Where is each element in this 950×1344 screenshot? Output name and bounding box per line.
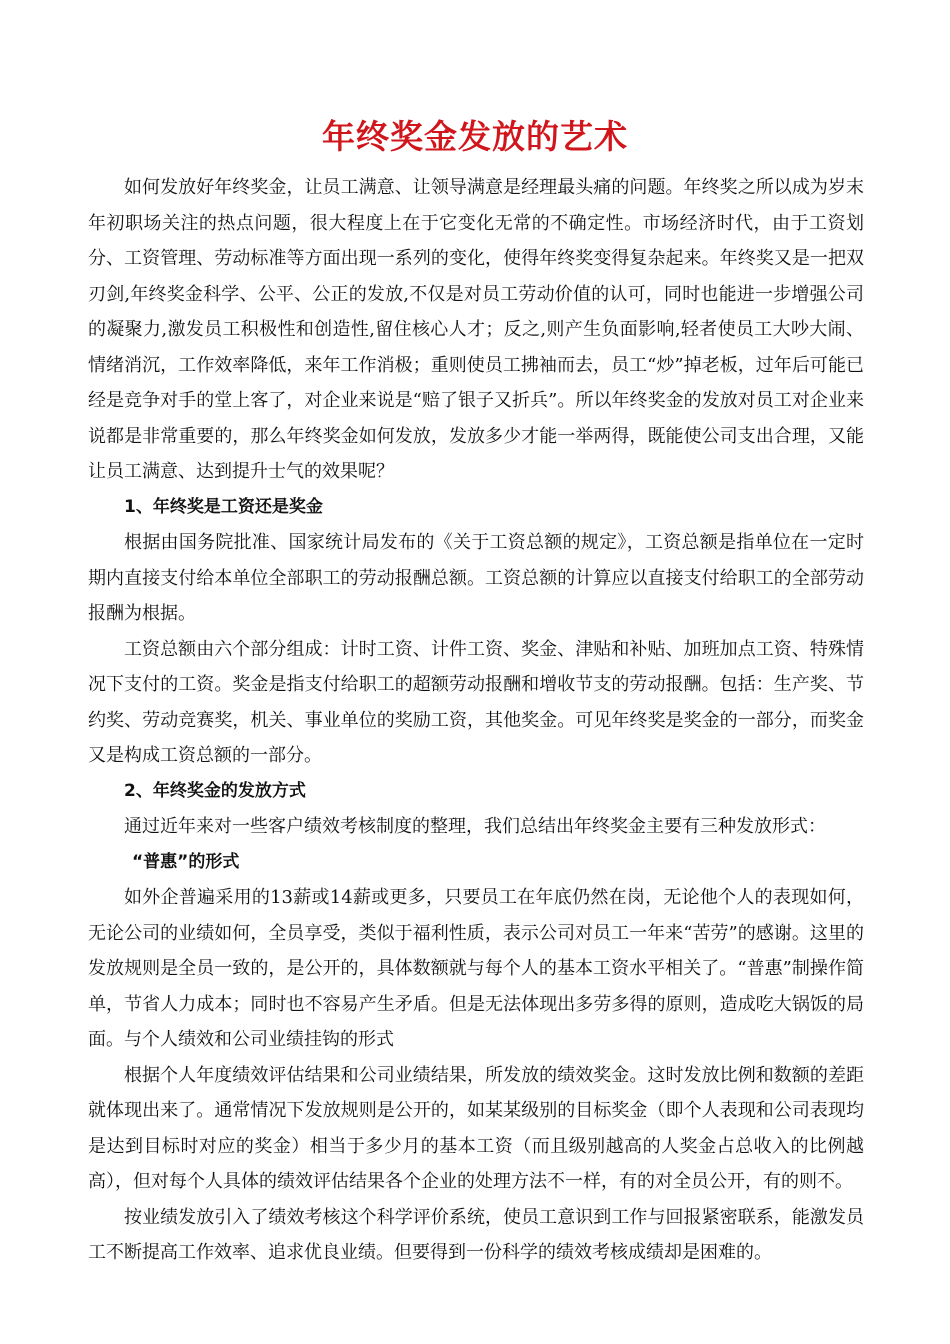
section-heading-1: 1、年终奖是工资还是奖金 xyxy=(124,496,323,517)
subsection-heading: “普惠”的形式 xyxy=(132,851,240,872)
section-heading-2: 2、年终奖金的发放方式 xyxy=(124,780,306,801)
paragraph-intro: 如何发放好年终奖金，让员工满意、让领导满意是经理最头痛的问题。年终奖之所以成为岁末年初职场关注的热点问题，很大程度上在于它变化无常的不确定性。市场经济时代，由于工资划分、工资管理、劳动标准等方面出现一系列的变化，使得年终奖变得复杂起来。年终奖又是一把双刃剑,年终奖金科学、公平、公正的发放,不仅是对员工劳动价值的认可，同时也能进一步增强公司的凝聚力,激发员工积极性和创造性,留住核心人才；反之,则产生负面影响,轻者使员工大吵大闹、情绪消沉，工作效率降低，来年工作消极；重则使员工拂袖而去，员工“炒”掉老板，过年后可能已经是竞争对手的堂上客了，对企业来说是“赔了银子又折兵”。所以年终奖金的发放对员工对企业来说都是非常重要的，那么年终奖金如何发放，发放多少才能一举两得，既能使公司支出合理，又能让员工满意、达到提升士气的效果呢？ xyxy=(88,177,864,482)
paragraph: 按业绩发放引入了绩效考核这个科学评价系统，使员工意识到工作与回报紧密联系，能激发员工不断提高工作效率、追求优良业绩。但要得到一份科学的绩效考核成绩却是困难的。 xyxy=(88,1206,864,1263)
document-title: 年终奖金发放的艺术 xyxy=(322,117,628,156)
paragraph: 如外企普遍采用的13薪或14薪或更多，只要员工在年底仍然在岗，无论他个人的表现如何，无论公司的业绩如何，全员享受，类似于福利性质，表示公司对员工一年来“苦劳”的感谢。这里的发放规则是全员一致的，是公开的，具体数额就与每个人的基本工资水平相关了。“普惠”制操作简单，节省人力成本；同时也不容易产生矛盾。但是无法体现出多劳多得的原则，造成吃大锅饭的局面。与个人绩效和公司业绩挂钩的形式 xyxy=(88,887,864,1050)
paragraph: 工资总额由六个部分组成：计时工资、计件工资、奖金、津贴和补贴、加班加点工资、特殊情况下支付的工资。奖金是指支付给职工的超额劳动报酬和增收节支的劳动报酬。包括：生产奖、节约奖、劳动竞赛奖，机关、事业单位的奖励工资，其他奖金。可见年终奖是奖金的一部分，而奖金又是构成工资总额的一部分。 xyxy=(88,638,864,766)
paragraph: 根据由国务院批准、国家统计局发布的《关于工资总额的规定》，工资总额是指单位在一定时期内直接支付给本单位全部职工的劳动报酬总额。工资总额的计算应以直接支付给职工的全部劳动报酬为根据。 xyxy=(88,532,864,624)
paragraph: 根据个人年度绩效评估结果和公司业绩结果，所发放的绩效奖金。这时发放比例和数额的差距就体现出来了。通常情况下发放规则是公开的，如某某级别的目标奖金（即个人表现和公司表现均是达到目标时对应的奖金）相当于多少月的基本工资（而且级别越高的人奖金占总收入的比例越高），但对每个人具体的绩效评估结果各个企业的处理方法不一样，有的对全员公开，有的则不。 xyxy=(88,1064,864,1192)
document-body xyxy=(88,170,864,1271)
paragraph: 通过近年来对一些客户绩效考核制度的整理，我们总结出年终奖金主要有三种发放形式： xyxy=(124,816,826,837)
